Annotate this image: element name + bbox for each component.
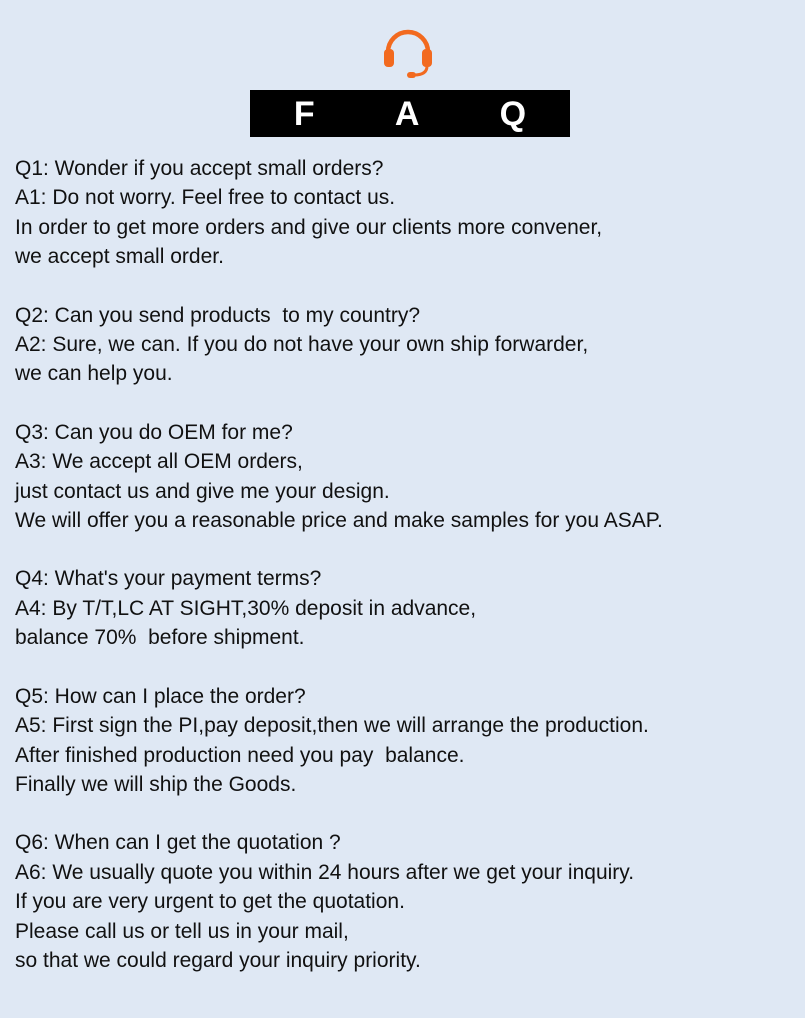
faq-answer-line: A1: Do not worry. Feel free to contact us. — [15, 186, 396, 210]
faq-item-q4 — [15, 564, 795, 652]
faq-answer-line: A2: Sure, we can. If you do not have your own ship forwarder, — [15, 333, 589, 357]
faq-question: Q2: Can you send products to my country? — [15, 303, 421, 327]
faq-question: Q5: How can I place the order? — [15, 684, 306, 708]
faq-item-q5 — [15, 682, 795, 800]
faq-question: Q6: When can I get the quotation ? — [15, 831, 341, 855]
faq-title-bar — [250, 90, 570, 137]
faq-answer-line: Please call us or tell us in your mail, — [15, 919, 349, 943]
faq-question: Q3: Can you do OEM for me? — [15, 420, 293, 444]
faq-answer-line: If you are very urgent to get the quotation. — [15, 890, 405, 914]
faq-answer-line: we can help you. — [15, 362, 173, 386]
faq-answer-line: Finally we will ship the Goods. — [15, 772, 297, 796]
faq-answer-line: We will offer you a reasonable price and make samples for you ASAP. — [15, 509, 663, 533]
page-title: F A Q — [293, 94, 563, 133]
faq-answer-line: A5: First sign the PI,pay deposit,then we will arrange the production. — [15, 714, 649, 738]
faq-answer-line: A4: By T/T,LC AT SIGHT,30% deposit in advance, — [15, 596, 477, 620]
faq-answer-line: A3: We accept all OEM orders, — [15, 450, 303, 474]
faq-item-q3 — [15, 418, 795, 536]
faq-answer-line: so that we could regard your inquiry priority. — [15, 948, 421, 972]
faq-answer-line: A6: We usually quote you within 24 hours after we get your inquiry. — [15, 860, 635, 884]
faq-answer-line: we accept small order. — [15, 245, 224, 269]
faq-answer-line: just contact us and give me your design. — [15, 479, 390, 503]
headset-icon — [382, 22, 434, 78]
faq-item-q6 — [15, 828, 795, 975]
faq-question: Q4: What's your payment terms? — [15, 567, 322, 591]
faq-answer-line: In order to get more orders and give our clients more convener, — [15, 215, 603, 239]
faq-answer-line: balance 70% before shipment. — [15, 626, 305, 650]
faq-list — [15, 154, 795, 1004]
faq-item-q1 — [15, 154, 795, 272]
faq-answer-line: After finished production need you pay balance. — [15, 743, 465, 767]
faq-item-q2 — [15, 301, 795, 389]
faq-question: Q1: Wonder if you accept small orders? — [15, 157, 384, 180]
